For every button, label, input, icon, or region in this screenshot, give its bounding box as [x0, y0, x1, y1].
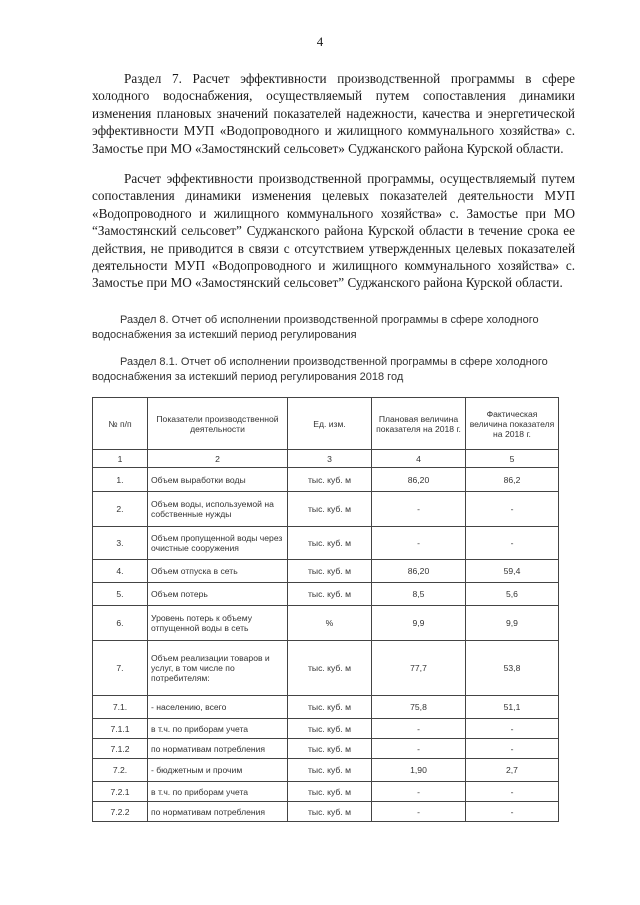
- indicator-name-cell: Объем отпуска в сеть: [148, 560, 288, 583]
- section-7-paragraph-2-text: Расчет эффективности производственной программы, осуществляемый путем сопоставления динамики изменения целевых показателей деятельности МУП «Водопроводного и жилищного коммунального хозяйства» с. Замостье при МО “Замостянский сельсовет” Суджанского района Курской области в течение срока ее действия, не приводится в связи с отсутствием утвержденных целевых показателей деятельности МУП «Водопроводного и жилищного коммунального хозяйства» с. Замостье при МО «Замостянский сельсовет” Суджанского района Курской области.: [92, 171, 575, 291]
- indicator-name-cell: в т.ч. по приборам учета: [148, 719, 288, 739]
- col-number: 4: [372, 450, 466, 468]
- indicator-name-cell: Объем воды, используемой на собственные нужды: [148, 492, 288, 527]
- col-number: 1: [93, 450, 148, 468]
- fact-value-cell: 59,4: [466, 560, 559, 583]
- row-number-cell: 6.: [93, 606, 148, 641]
- table-row: [93, 492, 559, 527]
- section-8-1-title-text: Раздел 8.1. Отчет об исполнении производственной программы в сфере холодного водоснабжения за истекший период регулирования 2018 год: [92, 356, 548, 383]
- col-number: 2: [148, 450, 288, 468]
- row-number-cell: 2.: [93, 492, 148, 527]
- fact-value-cell: -: [466, 739, 559, 759]
- header-unit: Ед. изм.: [288, 398, 372, 450]
- row-number-cell: 7.2.2: [93, 802, 148, 822]
- fact-value-cell: -: [466, 527, 559, 560]
- indicator-name-cell: Объем выработки воды: [148, 468, 288, 492]
- table-row: [93, 759, 559, 782]
- table-row: [93, 468, 559, 492]
- indicator-name-cell: - населению, всего: [148, 696, 288, 719]
- indicator-name-cell: Объем реализации товаров и услуг, в том числе по потребителям:: [148, 641, 288, 696]
- indicator-name-cell: Объем пропущенной воды через очистные сооружения: [148, 527, 288, 560]
- indicator-name-cell: Объем потерь: [148, 583, 288, 606]
- table-row: [93, 583, 559, 606]
- col-number: 5: [466, 450, 559, 468]
- table-row: [93, 641, 559, 696]
- plan-value-cell: -: [372, 802, 466, 822]
- unit-cell: %: [288, 606, 372, 641]
- plan-value-cell: 1,90: [372, 759, 466, 782]
- unit-cell: тыс. куб. м: [288, 560, 372, 583]
- row-number-cell: 7.2.: [93, 759, 148, 782]
- row-number-cell: 4.: [93, 560, 148, 583]
- section-8-1-title: [92, 355, 575, 385]
- fact-value-cell: 86,2: [466, 468, 559, 492]
- row-number-cell: 5.: [93, 583, 148, 606]
- row-number-cell: 3.: [93, 527, 148, 560]
- fact-value-cell: 5,6: [466, 583, 559, 606]
- section-7-paragraph-2: [92, 170, 575, 292]
- col-number: 3: [288, 450, 372, 468]
- table-column-numbers-row: [93, 450, 559, 468]
- indicator-name-cell: Уровень потерь к объему отпущенной воды в сеть: [148, 606, 288, 641]
- section-8-title: [92, 313, 575, 343]
- unit-cell: тыс. куб. м: [288, 696, 372, 719]
- indicator-name-cell: в т.ч. по приборам учета: [148, 782, 288, 802]
- fact-value-cell: -: [466, 492, 559, 527]
- unit-cell: тыс. куб. м: [288, 492, 372, 527]
- table-row: [93, 696, 559, 719]
- header-num: № п/п: [93, 398, 148, 450]
- table-row: [93, 739, 559, 759]
- page-number: 4: [316, 34, 324, 49]
- plan-value-cell: -: [372, 492, 466, 527]
- fact-value-cell: 9,9: [466, 606, 559, 641]
- section-8-title-text: Раздел 8. Отчет об исполнении производственной программы в сфере холодного водоснабжения за истекший период регулирования: [92, 314, 539, 341]
- indicator-name-cell: по нормативам потребления: [148, 802, 288, 822]
- unit-cell: тыс. куб. м: [288, 759, 372, 782]
- header-fact: Фактическая величина показателя на 2018 г.: [466, 398, 559, 450]
- row-number-cell: 1.: [93, 468, 148, 492]
- plan-value-cell: 8,5: [372, 583, 466, 606]
- unit-cell: тыс. куб. м: [288, 641, 372, 696]
- plan-value-cell: 77,7: [372, 641, 466, 696]
- row-number-cell: 7.1.: [93, 696, 148, 719]
- unit-cell: тыс. куб. м: [288, 468, 372, 492]
- unit-cell: тыс. куб. м: [288, 719, 372, 739]
- row-number-cell: 7.2.1: [93, 782, 148, 802]
- fact-value-cell: -: [466, 719, 559, 739]
- section-7-paragraph-1-text: Раздел 7. Расчет эффективности производственной программы в сфере холодного водоснабжения, осуществляемый путем сопоставления динамики изменения плановых значений показателей надежности, качества и энергетической эффективности МУП «Водопроводного и жилищного коммунального хозяйства» с. Замостье при МО «Замостянский сельсовет» Суджанского района Курской области.: [92, 71, 575, 156]
- plan-value-cell: 75,8: [372, 696, 466, 719]
- row-number-cell: 7.: [93, 641, 148, 696]
- table-row: [93, 606, 559, 641]
- production-report-table: [92, 397, 559, 822]
- indicator-name-cell: по нормативам потребления: [148, 739, 288, 759]
- table-row: [93, 527, 559, 560]
- table-row: [93, 802, 559, 822]
- fact-value-cell: 53,8: [466, 641, 559, 696]
- row-number-cell: 7.1.2: [93, 739, 148, 759]
- table-row: [93, 719, 559, 739]
- header-plan: Плановая величина показателя на 2018 г.: [372, 398, 466, 450]
- plan-value-cell: -: [372, 527, 466, 560]
- plan-value-cell: -: [372, 719, 466, 739]
- plan-value-cell: 86,20: [372, 560, 466, 583]
- unit-cell: тыс. куб. м: [288, 527, 372, 560]
- fact-value-cell: -: [466, 782, 559, 802]
- unit-cell: тыс. куб. м: [288, 802, 372, 822]
- plan-value-cell: -: [372, 739, 466, 759]
- indicator-name-cell: - бюджетным и прочим: [148, 759, 288, 782]
- section-7-paragraph-1: [92, 70, 575, 157]
- table-row: [93, 560, 559, 583]
- row-number-cell: 7.1.1: [93, 719, 148, 739]
- table-header-row: [93, 398, 559, 450]
- unit-cell: тыс. куб. м: [288, 782, 372, 802]
- plan-value-cell: 86,20: [372, 468, 466, 492]
- table-row: [93, 782, 559, 802]
- plan-value-cell: -: [372, 782, 466, 802]
- fact-value-cell: 2,7: [466, 759, 559, 782]
- unit-cell: тыс. куб. м: [288, 739, 372, 759]
- unit-cell: тыс. куб. м: [288, 583, 372, 606]
- fact-value-cell: -: [466, 802, 559, 822]
- header-indicator: Показатели производственной деятельности: [148, 398, 288, 450]
- fact-value-cell: 51,1: [466, 696, 559, 719]
- plan-value-cell: 9,9: [372, 606, 466, 641]
